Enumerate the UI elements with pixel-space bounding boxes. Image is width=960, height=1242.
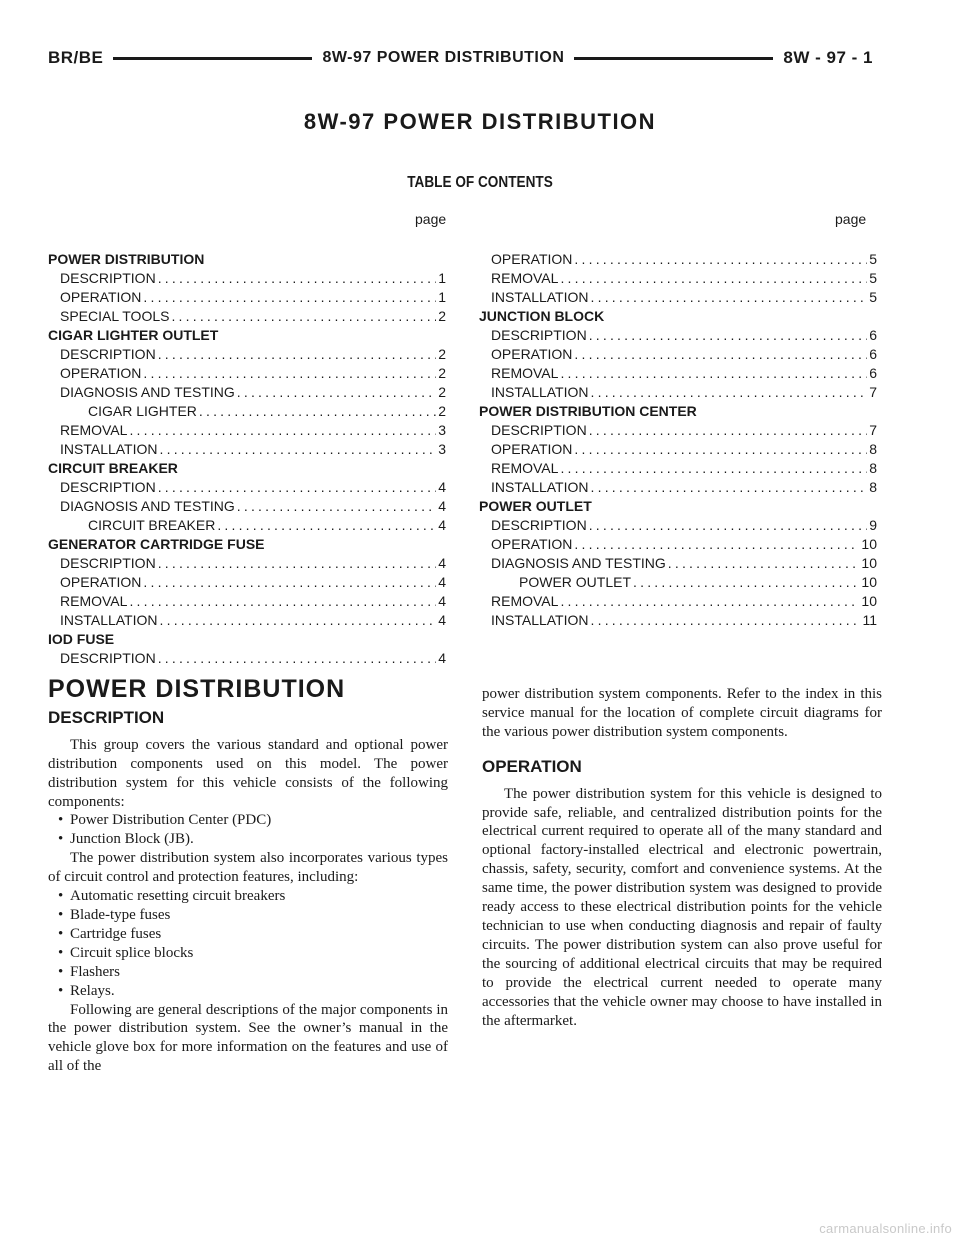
toc-entry-page: 3	[438, 441, 446, 457]
toc-entry[interactable]	[479, 611, 877, 630]
list-item-text: Circuit splice blocks	[70, 944, 194, 961]
toc-entry[interactable]	[48, 573, 446, 592]
list-item-text: Blade-type fuses	[70, 906, 171, 923]
toc-entry[interactable]	[48, 516, 446, 535]
toc-leader-dots	[235, 497, 436, 516]
list-item	[48, 830, 448, 849]
toc-entry[interactable]	[479, 573, 877, 592]
list-item	[48, 982, 448, 1001]
toc-entry[interactable]	[479, 478, 877, 497]
toc-entry[interactable]	[479, 440, 877, 459]
toc-entry[interactable]	[479, 345, 877, 364]
toc-entry[interactable]	[48, 478, 446, 497]
toc-leader-dots	[156, 478, 437, 497]
toc-leader-dots	[558, 592, 859, 611]
toc-entry-label: DESCRIPTION	[60, 346, 156, 362]
list-item-text: Cartridge fuses	[70, 925, 162, 942]
bullet-icon: •	[58, 925, 64, 942]
description-paragraph-1: This group covers the various standard and optional power distribution components used on this model. The power distribution system for this vehicle consists of the following components:	[48, 736, 448, 810]
body-right-column	[482, 685, 882, 1030]
list-item-text: Flashers	[70, 963, 120, 980]
toc-entry[interactable]	[479, 269, 877, 288]
toc-entry-label: DESCRIPTION	[60, 650, 156, 666]
toc-left-column	[48, 250, 446, 668]
toc-entry[interactable]	[479, 535, 877, 554]
operation-paragraph: The power distribution system for this vehicle is designed to provide safe, reliable, and centralized distribution points for the electrical current required to operate all of the many standard and optional factory-installed electrical and electronic powertrain, chassis, safety, security, comfort and convenience systems. At the same time, the power distribution system was designed to provide ready access to these electrical distribution points for the vehicle technician to use when conducting diagnosis and repair of faulty circuits. The power distribution system can also prove useful for the sourcing of additional electrical circuits that may be required to provide the electrical current needed to operate many accessories that the vehicle owner may choose to have installed in the aftermarket.	[482, 785, 882, 1029]
toc-entry-page: 1	[438, 270, 446, 286]
toc-entry-label: DESCRIPTION	[60, 555, 156, 571]
toc-entry[interactable]	[479, 516, 877, 535]
list-item-text: Power Distribution Center (PDC)	[70, 812, 272, 829]
toc-entry-page: 9	[869, 517, 877, 533]
toc-entry[interactable]	[479, 364, 877, 383]
toc-entry[interactable]	[48, 345, 446, 364]
toc-entry-label: OPERATION	[60, 289, 142, 305]
toc-section-heading[interactable]	[479, 402, 877, 421]
list-item-text: Automatic resetting circuit breakers	[70, 888, 286, 905]
toc-page-label-left: page	[415, 211, 447, 227]
toc-entry-page: 4	[438, 555, 446, 571]
toc-section-heading[interactable]	[48, 250, 446, 269]
list-item	[48, 925, 448, 944]
watermark: carmanualsonline.info	[819, 1221, 952, 1236]
toc-leader-dots	[589, 383, 868, 402]
page-title: 8W-97 POWER DISTRIBUTION	[303, 109, 657, 134]
toc-entry-page: 4	[438, 574, 446, 590]
toc-entry[interactable]	[479, 383, 877, 402]
toc-entry-label: DESCRIPTION	[60, 479, 156, 495]
toc-leader-dots	[631, 573, 859, 592]
toc-section-heading[interactable]	[48, 535, 446, 554]
toc-entry[interactable]	[48, 611, 446, 630]
description-paragraph-2: The power distribution system also incorporates various types of circuit control and protection features, including:	[48, 850, 448, 886]
toc-entry-page: 11	[862, 612, 877, 628]
toc-entry-page: 5	[869, 289, 877, 305]
toc-entry[interactable]	[479, 421, 877, 440]
toc-entry[interactable]	[48, 649, 446, 668]
toc-entry[interactable]	[48, 554, 446, 573]
toc-entry[interactable]	[48, 364, 446, 383]
protection-features-list	[48, 887, 448, 1000]
toc-entry-label: REMOVAL	[491, 593, 559, 609]
toc-leader-dots	[572, 345, 867, 364]
toc-leader-dots	[197, 402, 436, 421]
toc-leader-dots	[589, 611, 861, 630]
body-left-column	[48, 675, 448, 1076]
toc-entry-page: 4	[438, 650, 446, 666]
toc-leader-dots	[158, 611, 437, 630]
toc-leader-dots	[215, 516, 436, 535]
toc-leader-dots	[666, 554, 860, 573]
toc-entry-page: 8	[869, 460, 877, 476]
toc-leader-dots	[141, 573, 436, 592]
list-item	[48, 906, 448, 925]
toc-entry-label: OPERATION	[491, 346, 573, 362]
toc-entry-label: INSTALLATION	[491, 384, 589, 400]
description-paragraph-3: Following are general descriptions of the major components in the power distribution system. See the owner’s manual in the vehicle glove box for more information on the features and use of all of the	[48, 1001, 448, 1075]
toc-leader-dots	[156, 554, 437, 573]
bullet-icon: •	[58, 906, 64, 923]
toc-leader-dots	[558, 459, 867, 478]
header-section: 8W-97 POWER DISTRIBUTION	[322, 49, 565, 66]
toc-entry-page: 2	[438, 384, 446, 400]
toc-leader-dots	[587, 421, 868, 440]
toc-entry[interactable]	[48, 440, 446, 459]
toc-entry[interactable]	[479, 459, 877, 478]
bullet-icon: •	[58, 944, 64, 961]
toc-entry-label: INSTALLATION	[491, 289, 589, 305]
toc-leader-dots	[156, 649, 437, 668]
toc-section-heading[interactable]	[48, 326, 446, 345]
toc-entry-label: DESCRIPTION	[491, 517, 587, 533]
toc-leader-dots	[587, 516, 868, 535]
description-paragraph-3-continued: power distribution system components. Refer to the index in this service manual for the location of complete circuit diagrams for the various power distribution system components.	[482, 686, 882, 740]
toc-entry-label: CIRCUIT BREAKER	[48, 460, 178, 476]
toc-section-heading[interactable]	[479, 307, 877, 326]
toc-entry-label: JUNCTION BLOCK	[479, 308, 605, 324]
toc-entry-label: INSTALLATION	[491, 479, 589, 495]
toc-entry[interactable]	[479, 592, 877, 611]
toc-entry[interactable]	[479, 250, 877, 269]
header-rule-left	[113, 57, 312, 60]
toc-entry-label: SPECIAL TOOLS	[60, 308, 170, 324]
toc-leader-dots	[558, 269, 867, 288]
toc-entry-page: 10	[861, 574, 877, 590]
list-item-text: Junction Block (JB).	[70, 831, 194, 848]
toc-entry-label: POWER DISTRIBUTION CENTER	[479, 403, 697, 419]
toc-entry-label: CIGAR LIGHTER OUTLET	[48, 327, 219, 343]
toc-entry-page: 4	[438, 498, 446, 514]
header-rule-right	[574, 57, 773, 60]
description-heading: DESCRIPTION	[48, 707, 165, 727]
bullet-icon: •	[58, 888, 64, 905]
toc-right-column	[479, 250, 877, 630]
toc-leader-dots	[572, 535, 859, 554]
toc-entry-label: REMOVAL	[491, 365, 559, 381]
toc-entry-page: 2	[438, 308, 446, 324]
toc-entry-page: 3	[438, 422, 446, 438]
toc-entry[interactable]	[48, 497, 446, 516]
toc-entry-page: 4	[438, 593, 446, 609]
toc-leader-dots	[127, 592, 436, 611]
toc-entry-label: DIAGNOSIS AND TESTING	[491, 555, 666, 571]
bullet-icon: •	[58, 963, 64, 980]
toc-entry-label: OPERATION	[491, 441, 573, 457]
list-item	[48, 887, 448, 906]
toc-entry[interactable]	[479, 326, 877, 345]
toc-entry-page: 10	[861, 536, 877, 552]
toc-entry[interactable]	[48, 269, 446, 288]
list-item-text: Relays.	[70, 982, 115, 999]
header-model: BR/BE	[48, 48, 104, 67]
toc-section-heading[interactable]	[479, 497, 877, 516]
toc-entry-label: POWER OUTLET	[519, 574, 632, 590]
toc-entry-label: REMOVAL	[491, 270, 559, 286]
toc-entry-label: OPERATION	[60, 574, 142, 590]
toc-entry[interactable]	[479, 554, 877, 573]
toc-entry-page: 6	[869, 327, 877, 343]
bullet-icon: •	[58, 831, 64, 848]
components-list	[48, 811, 448, 849]
toc-entry-label: INSTALLATION	[60, 612, 158, 628]
toc-entry-label: DIAGNOSIS AND TESTING	[60, 498, 235, 514]
toc-entry-label: OPERATION	[491, 251, 573, 267]
toc-entry-label: INSTALLATION	[60, 441, 158, 457]
toc-entry-label: IOD FUSE	[48, 631, 115, 647]
operation-heading: OPERATION	[482, 756, 582, 776]
toc-entry-label: REMOVAL	[60, 593, 128, 609]
toc-leader-dots	[169, 307, 436, 326]
list-item	[48, 944, 448, 963]
toc-leader-dots	[589, 478, 868, 497]
toc-entry[interactable]	[48, 421, 446, 440]
toc-entry-label: DESCRIPTION	[60, 270, 156, 286]
toc-entry[interactable]	[48, 592, 446, 611]
toc-entry-label: DESCRIPTION	[491, 327, 587, 343]
toc-leader-dots	[156, 269, 437, 288]
toc-entry-page: 4	[438, 517, 446, 533]
toc-entry-page: 4	[438, 479, 446, 495]
toc-leader-dots	[558, 364, 867, 383]
toc-entry[interactable]	[48, 402, 446, 421]
toc-leader-dots	[572, 250, 867, 269]
toc-entry-label: OPERATION	[60, 365, 142, 381]
toc-section-heading[interactable]	[48, 630, 446, 649]
toc-page-label-right: page	[835, 211, 867, 227]
list-item	[48, 811, 448, 830]
toc-entry-page: 5	[869, 270, 877, 286]
toc-entry-page: 6	[869, 346, 877, 362]
toc-leader-dots	[158, 440, 437, 459]
toc-entry-page: 2	[438, 346, 446, 362]
toc-entry-label: REMOVAL	[60, 422, 128, 438]
header-page-number: 8W - 97 - 1	[783, 48, 874, 67]
toc-leader-dots	[127, 421, 436, 440]
toc-entry[interactable]	[48, 383, 446, 402]
toc-entry-label: GENERATOR CARTRIDGE FUSE	[48, 536, 265, 552]
toc-entry-page: 4	[438, 612, 446, 628]
toc-entry-label: OPERATION	[491, 536, 573, 552]
toc-entry-page: 8	[869, 441, 877, 457]
toc-entry-label: CIGAR LIGHTER	[88, 403, 197, 419]
toc-entry-label: REMOVAL	[491, 460, 559, 476]
bullet-icon: •	[58, 982, 64, 999]
list-item	[48, 963, 448, 982]
toc-entry-label: POWER DISTRIBUTION	[48, 251, 205, 267]
toc-entry[interactable]	[48, 288, 446, 307]
toc-entry-page: 8	[869, 479, 877, 495]
toc-entry-page: 10	[861, 593, 877, 609]
toc-entry-label: POWER OUTLET	[479, 498, 592, 514]
toc-leader-dots	[587, 326, 868, 345]
toc-entry-page: 2	[438, 365, 446, 381]
toc-entry[interactable]	[479, 288, 877, 307]
toc-entry-page: 1	[438, 289, 446, 305]
toc-section-heading[interactable]	[48, 459, 446, 478]
toc-entry-page: 7	[869, 384, 877, 400]
toc-entry-label: DIAGNOSIS AND TESTING	[60, 384, 235, 400]
toc-entry-page: 7	[869, 422, 877, 438]
running-header	[48, 45, 873, 71]
toc-leader-dots	[572, 440, 867, 459]
toc-entry-page: 6	[869, 365, 877, 381]
toc-leader-dots	[235, 383, 436, 402]
toc-entry-label: INSTALLATION	[491, 612, 589, 628]
toc-leader-dots	[141, 364, 436, 383]
section-title: POWER DISTRIBUTION	[48, 675, 346, 703]
toc-entry-page: 5	[869, 251, 877, 267]
toc-leader-dots	[589, 288, 868, 307]
toc-leader-dots	[156, 345, 437, 364]
toc-entry-label: DESCRIPTION	[491, 422, 587, 438]
toc-leader-dots	[141, 288, 436, 307]
toc-entry-page: 2	[438, 403, 446, 419]
toc-title: TABLE OF CONTENTS	[407, 174, 553, 191]
toc-entry-page: 10	[861, 555, 877, 571]
toc-entry[interactable]	[48, 307, 446, 326]
toc-entry-label: CIRCUIT BREAKER	[88, 517, 216, 533]
bullet-icon: •	[58, 812, 64, 829]
